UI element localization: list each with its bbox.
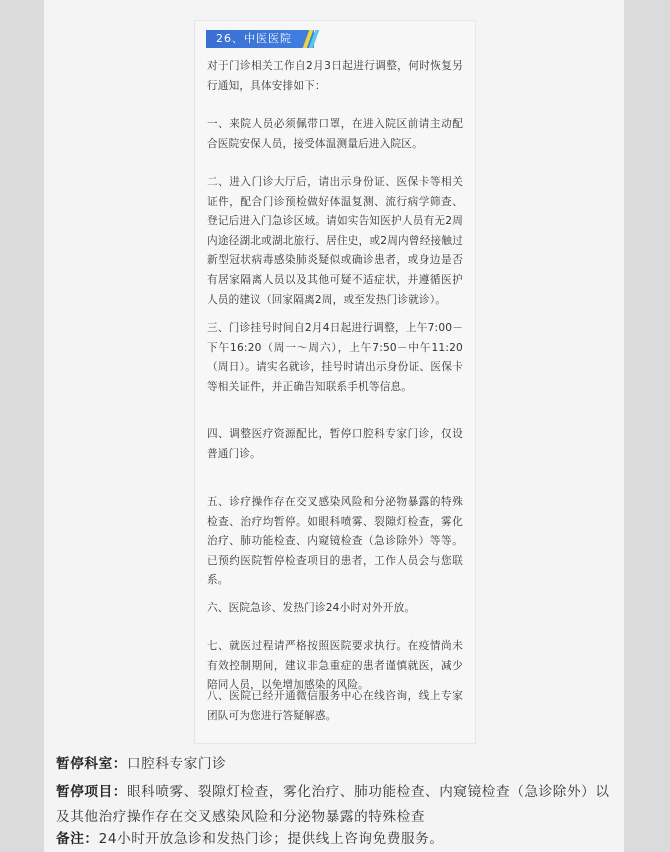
notice-header-title: 26、中医医院	[216, 32, 292, 45]
suspended-items-label: 暂停项目：	[56, 784, 127, 800]
notice-item-8: 八、医院已经开通微信服务中心在线咨询，线上专家团队可为您进行答疑解惑。	[207, 690, 463, 722]
notice-item-5: 五、诊疗操作存在交叉感染风险和分泌物暴露的特殊检查、治疗均暂停。如眼科喷雾、裂隙灯检查，雾化治疗、肺功能检查、内窥镜检查（急诊除外）等等。已预约医院暂停检查项目的患者，工作人员会与您联系。	[207, 496, 463, 587]
notice-item-2: 二、进入门诊大厅后，请出示身份证、医保卡等相关证件，配合门诊预检做好体温复测、流行病学筛查、登记后进入门急诊区域。请如实告知医护人员有无2周内途径湖北或湖北旅行、居住史，或2周内曾经接触过新型冠状病毒感染肺炎疑似或确诊患者，或身边是否有居家隔离人员以及其他可疑不适症状，并遵循医护人员的建议（回家隔离2周，或至发热门诊就诊）。	[207, 176, 463, 306]
summary-suspended-items	[56, 780, 616, 830]
suspended-dept-label: 暂停科室：	[56, 756, 127, 772]
suspended-items-value: 眼科喷雾、裂隙灯检查，雾化治疗、肺功能检查、内窥镜检查（急诊除外）以及其他治疗操作存在交叉感染风险和分泌物暴露的特殊检查	[56, 784, 610, 825]
notice-item-1: 一、来院人员必须佩带口罩，在进入院区前请主动配合医院安保人员，接受体温测量后进入院区。	[207, 118, 463, 150]
notice-image-card	[194, 20, 476, 744]
notice-item-3: 三、门诊挂号时间自2月4日起进行调整，上午7:00－下午16:20（周一～周六），上午7:50－中午11:20（周日）。请实名就诊，挂号时请出示身份证、医保卡等相关证件，并正确告知联系手机等信息。	[207, 322, 463, 393]
summary-suspended-dept	[56, 754, 616, 775]
notice-item-7: 七、就医过程请严格按照医院要求执行。在疫情尚未有效控制期间，建议非急重症的患者谨慎就医，减少陪同人员，以免增加感染的风险。	[207, 640, 463, 692]
suspended-dept-value: 口腔科专家门诊	[126, 756, 227, 772]
notice-item-4: 四、调整医疗资源配比，暂停口腔科专家门诊，仅设普通门诊。	[207, 428, 463, 460]
remark-value: 24小时开放急诊和发热门诊；提供线上咨询免费服务。	[98, 831, 444, 847]
notice-intro: 对于门诊相关工作自2月3日起进行调整，何时恢复另行通知，具体安排如下：	[207, 60, 463, 92]
notice-item-6: 六、医院急诊、发热门诊24小时对外开放。	[207, 602, 416, 614]
notice-header	[206, 30, 314, 48]
remark-label: 备注：	[56, 831, 99, 847]
summary-remark	[56, 829, 616, 850]
